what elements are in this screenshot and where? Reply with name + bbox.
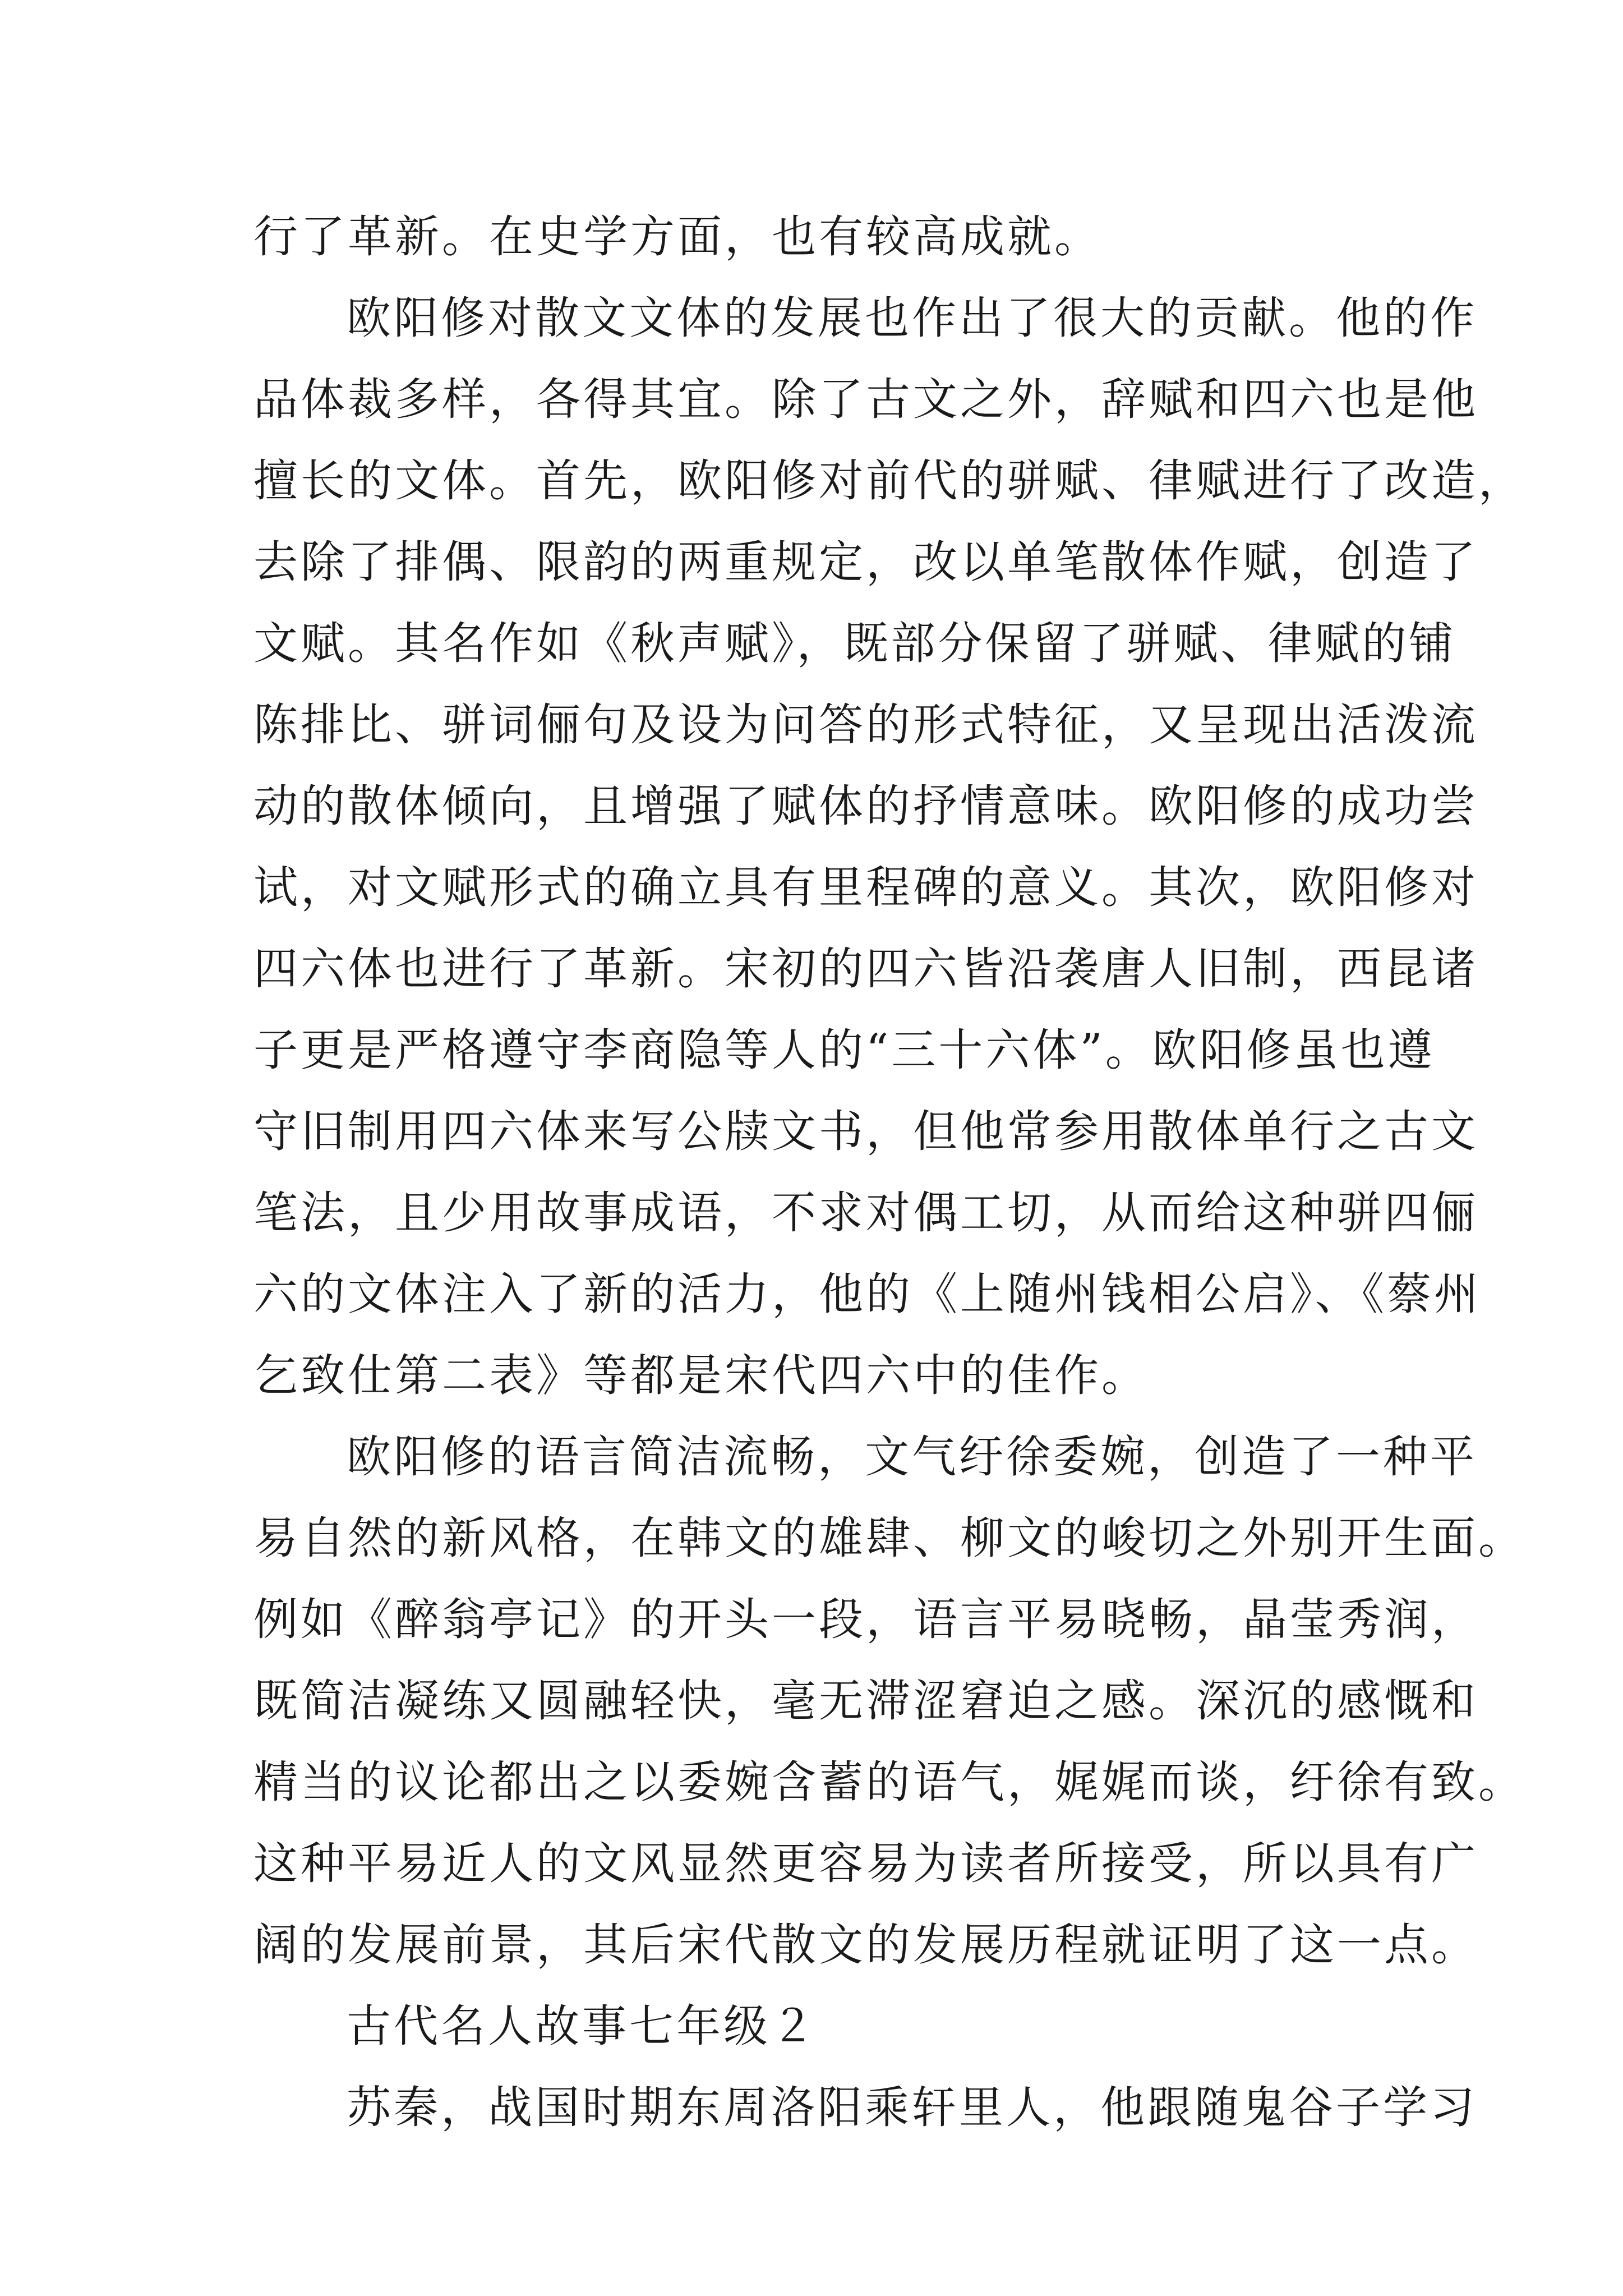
text-line: 这种平易近人的文风显然更容易为读者所接受，所以具有广 [253,1838,1478,1889]
text-line: 例如《醉翁亭记》的开头一段，语言平易晓畅，晶莹秀润， [253,1594,1478,1645]
text-line: 动的散体倾向，且增强了赋体的抒情意味。欧阳修的成功尝 [253,780,1478,832]
text-line: 行了革新。在史学方面，也有较高成就。 [253,211,1101,263]
text-line: 既简洁凝练又圆融轻快，毫无滞涩窘迫之感。深沉的感慨和 [253,1675,1478,1727]
text-line: 试，对文赋形式的确立具有里程碑的意义。其次，欧阳修对 [253,862,1478,913]
body-text [253,196,1525,2148]
text-line: 易自然的新风格，在韩文的雄肆、柳文的峻切之外别开生面。 [253,1512,1525,1564]
text-line: 文赋。其名作如《秋声赋》，既部分保留了骈赋、律赋的铺 [253,618,1456,669]
text-line: 子更是严格遵守李商隐等人的“三十六体”。欧阳修虽也遵 [253,1024,1435,1076]
text-line: 欧阳修对散文文体的发展也作出了很大的贡献。他的作 [347,292,1477,344]
text-line: 去除了排偶、限韵的两重规定，改以单笔散体作赋，创造了 [253,536,1478,588]
text-line: 擅长的文体。首先，欧阳修对前代的骈赋、律赋进行了改造， [253,455,1525,507]
text-line: 苏秦，战国时期东周洛阳乘轩里人，他跟随鬼谷子学习 [347,2082,1477,2133]
text-line: 乞致仕第二表》等都是宋代四六中的佳作。 [253,1350,1149,1401]
text-line: 精当的议论都出之以委婉含蓄的语气，娓娓而谈，纡徐有致。 [253,1756,1525,1808]
text-line: 四六体也进行了革新。宋初的四六皆沿袭唐人旧制，西昆诸 [253,943,1478,995]
text-line: 古代名人故事七年级２ [347,2000,818,2052]
text-line: 欧阳修的语言简洁流畅，文气纡徐委婉，创造了一种平 [347,1431,1477,1483]
text-line: 陈排比、骈词俪句及设为问答的形式特征，又呈现出活泼流 [253,699,1478,751]
text-line: 六的文体注入了新的活力，他的《上随州钱相公启》、《蔡州 [253,1268,1481,1320]
text-line: 品体裁多样，各得其宜。除了古文之外，辞赋和四六也是他 [253,374,1478,425]
text-line: 守旧制用四六体来写公牍文书，但他常参用散体单行之古文 [253,1106,1478,1157]
text-line: 阔的发展前景，其后宋代散文的发展历程就证明了这一点。 [253,1919,1478,1971]
text-line: 笔法，且少用故事成语，不求对偶工切，从而给这种骈四俪 [253,1187,1478,1239]
